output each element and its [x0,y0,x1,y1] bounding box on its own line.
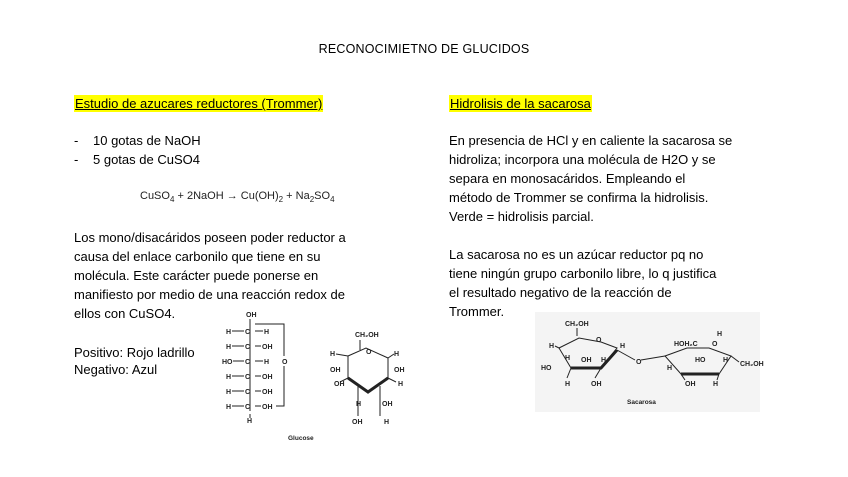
svg-text:H: H [713,381,719,388]
svg-text:C: C [245,359,251,366]
svg-text:OH: OH [382,401,393,408]
svg-text:CH₂OH: CH₂OH [740,361,764,368]
paragraph-line: ellos con CuSO4. [74,306,176,321]
svg-text:C: C [245,329,251,336]
trommer-heading: Estudio de azucares reductores (Trommer) [75,96,323,111]
svg-text:OH: OH [581,357,592,364]
svg-text:H: H [717,331,723,338]
paragraph-line: Verde = hidrolisis parcial. [449,209,594,224]
paragraph-line: el resultado negativo de la reacción de [449,285,672,300]
paragraph-line: separa en monosacáridos. Empleando el [449,171,686,186]
paragraph-line: Los mono/disacáridos poseen poder reductor a [74,230,346,245]
sucrose-label: Sacarosa [627,399,656,406]
paragraph-line: método de Trommer se confirma la hidrolisis. [449,190,709,205]
svg-text:O: O [712,341,718,348]
svg-text:CH₂OH: CH₂OH [565,321,589,328]
svg-text:H: H [226,344,232,351]
list-item: - 10 gotas de NaOH [74,131,201,150]
sucrose-heading: Hidrolisis de la sacarosa [450,96,591,111]
svg-text:O: O [366,349,372,356]
hydrolysis-paragraph [449,131,779,226]
paragraph-line: causa del enlace carbonilo que tiene en su [74,249,321,264]
svg-text:OH: OH [334,381,345,388]
svg-text:O: O [636,359,642,366]
page-title: RECONOCIMIETNO DE GLUCIDOS [318,42,530,56]
reagent-list [74,131,201,169]
positive-result: Positivo: Rojo ladrillo [74,345,195,360]
svg-text:HO: HO [222,359,233,366]
paragraph-line: tiene ningún grupo carbonilo libre, lo q justifica [449,266,717,281]
svg-text:CH₂OH: CH₂OH [355,332,379,339]
reaction-arrow: → [226,190,238,202]
glucose-structure-diagram [218,306,418,444]
paragraph-line: hidroliza; incorpora una molécula de H2O y se [449,152,716,167]
svg-text:OH: OH [685,381,696,388]
paragraph-line: molécula. Este carácter puede ponerse en [74,268,319,283]
svg-text:OH: OH [262,389,273,396]
svg-text:H: H [226,404,232,411]
sucrose-structure-diagram [535,312,764,412]
svg-text:O: O [282,359,288,366]
svg-text:OH: OH [591,381,602,388]
glucose-label: Glucose [288,435,314,442]
paragraph-line: En presencia de HCl y en caliente la sacarosa se [449,133,733,148]
svg-text:H: H [667,365,673,372]
svg-text:H: H [356,401,362,408]
svg-text:HOH₂C: HOH₂C [674,341,698,348]
paragraph-line: La sacarosa no es un azúcar reductor pq no [449,247,704,262]
svg-text:OH: OH [262,404,273,411]
svg-text:OH: OH [262,344,273,351]
svg-text:C: C [245,374,251,381]
svg-text:H: H [549,343,555,350]
svg-text:H: H [601,357,607,364]
negative-result: Negativo: Azul [74,362,158,377]
svg-text:C: C [245,404,251,411]
list-item: - 5 gotas de CuSO4 [74,150,201,169]
svg-text:H: H [226,329,232,336]
svg-text:H: H [620,343,626,350]
svg-text:H: H [565,355,571,362]
svg-text:OH: OH [352,419,363,426]
svg-text:HO: HO [541,365,552,372]
svg-text:H: H [330,351,336,358]
svg-text:H: H [247,418,253,425]
svg-text:H: H [723,357,729,364]
svg-text:H: H [226,389,232,396]
paragraph-line: manifiesto por medio de una reacción redox de [74,287,345,302]
svg-text:OH: OH [246,312,257,319]
svg-text:O: O [596,337,602,344]
svg-text:OH: OH [394,367,405,374]
svg-text:C: C [245,389,251,396]
svg-text:C: C [245,344,251,351]
svg-text:H: H [264,329,270,336]
svg-text:OH: OH [262,374,273,381]
svg-text:H: H [565,381,571,388]
reaction-equation: CuSO$_4$ + 2NaOH → $Cu(OH)_2 + Na_2SO_4$ [140,190,335,205]
svg-text:H: H [226,374,232,381]
svg-text:H: H [398,381,404,388]
svg-text:HO: HO [695,357,706,364]
svg-text:H: H [264,359,270,366]
svg-text:H: H [394,351,400,358]
paragraph-line: Trommer. [449,304,505,319]
non-reducing-paragraph [449,245,779,321]
svg-text:OH: OH [330,367,341,374]
svg-text:H: H [384,419,390,426]
